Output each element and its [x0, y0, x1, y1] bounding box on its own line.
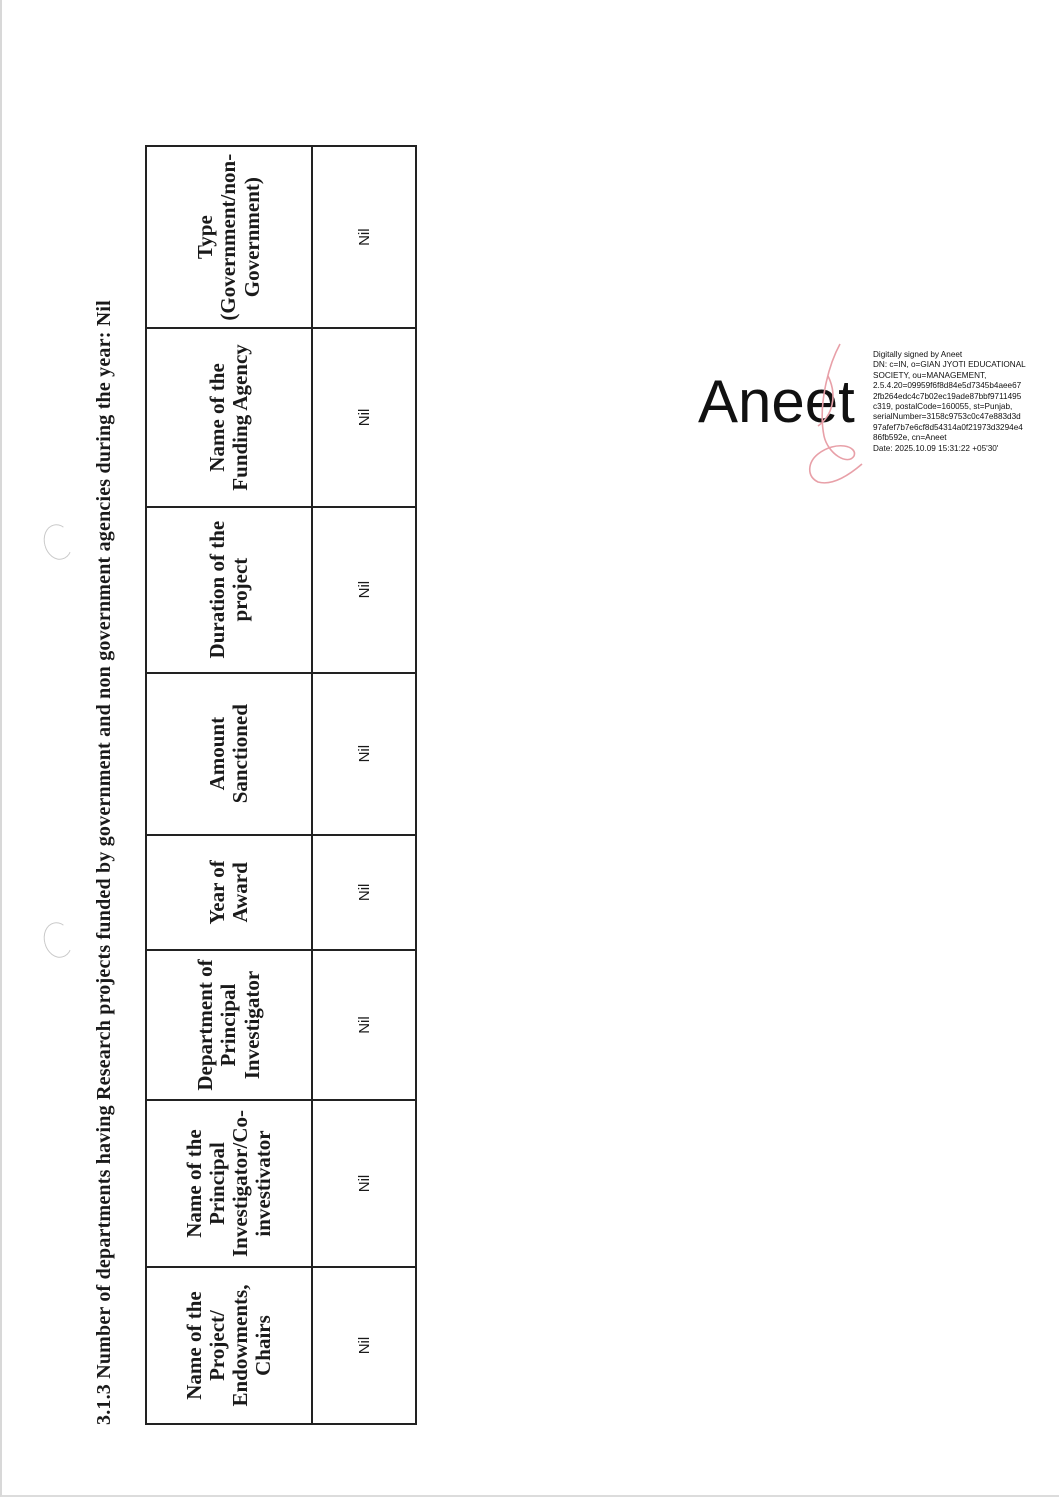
- header-project-name: Name of the Project/ Endowments, Chairs: [146, 1267, 312, 1424]
- signature-line: DN: c=IN, o=GIAN JYOTI EDUCATIONAL: [873, 360, 1026, 370]
- signature-name: Aneet: [698, 368, 855, 435]
- signature-line: 86fb592e, cn=Aneet: [873, 433, 947, 443]
- header-duration: Duration of the project: [146, 507, 312, 673]
- header-principal-investigator: Name of the Principal Investigator/Co-investivator: [146, 1100, 312, 1267]
- signature-line: Date: 2025.10.09 15:31:22 +05'30': [873, 443, 999, 453]
- header-amount-sanctioned: Amount Sanctioned: [146, 673, 312, 835]
- signature-line: SOCIETY, ou=MANAGEMENT,: [873, 370, 987, 380]
- header-department: Department of Principal Investigator: [146, 950, 312, 1100]
- table-cell: Nil: [312, 1100, 416, 1267]
- signature-mark-icon: [788, 336, 868, 492]
- table-cell: Nil: [312, 673, 416, 835]
- table-cell: Nil: [312, 146, 416, 328]
- table-cell: Nil: [312, 950, 416, 1100]
- table-header-row: [146, 146, 312, 1424]
- signature-line: 2.5.4.20=09959f6f8d84e5d7345b4aee67: [873, 381, 1022, 391]
- table-cell: Nil: [312, 1267, 416, 1424]
- rotated-content: [85, 145, 430, 1425]
- signature-line: 2fb264edc4c7b02ec19ade87bbf9711495: [873, 391, 1022, 401]
- signature-line: Digitally signed by Aneet: [873, 350, 963, 359]
- header-type: Type (Government/non-Government): [146, 146, 312, 328]
- signature-line: 97afef7b7e6cf8d54314a0f21973d3294e4: [873, 422, 1023, 432]
- signature-line: c319, postalCode=160055, st=Punjab,: [873, 402, 1013, 412]
- research-projects-table: [145, 145, 417, 1425]
- section-caption: 3.1.3 Number of departments having Research projects funded by government and non government agencies during the year: Nil: [93, 300, 115, 1425]
- header-year-of-award: Year of Award: [146, 835, 312, 950]
- table-cell: Nil: [312, 507, 416, 673]
- table-row: [312, 146, 416, 1424]
- table-cell: Nil: [312, 835, 416, 950]
- table-cell: Nil: [312, 328, 416, 506]
- header-funding-agency: Name of the Funding Agency: [146, 328, 312, 506]
- signature-line: serialNumber=3158c9753c0c47e883d3d: [873, 412, 1021, 422]
- signature-details: [873, 350, 1053, 454]
